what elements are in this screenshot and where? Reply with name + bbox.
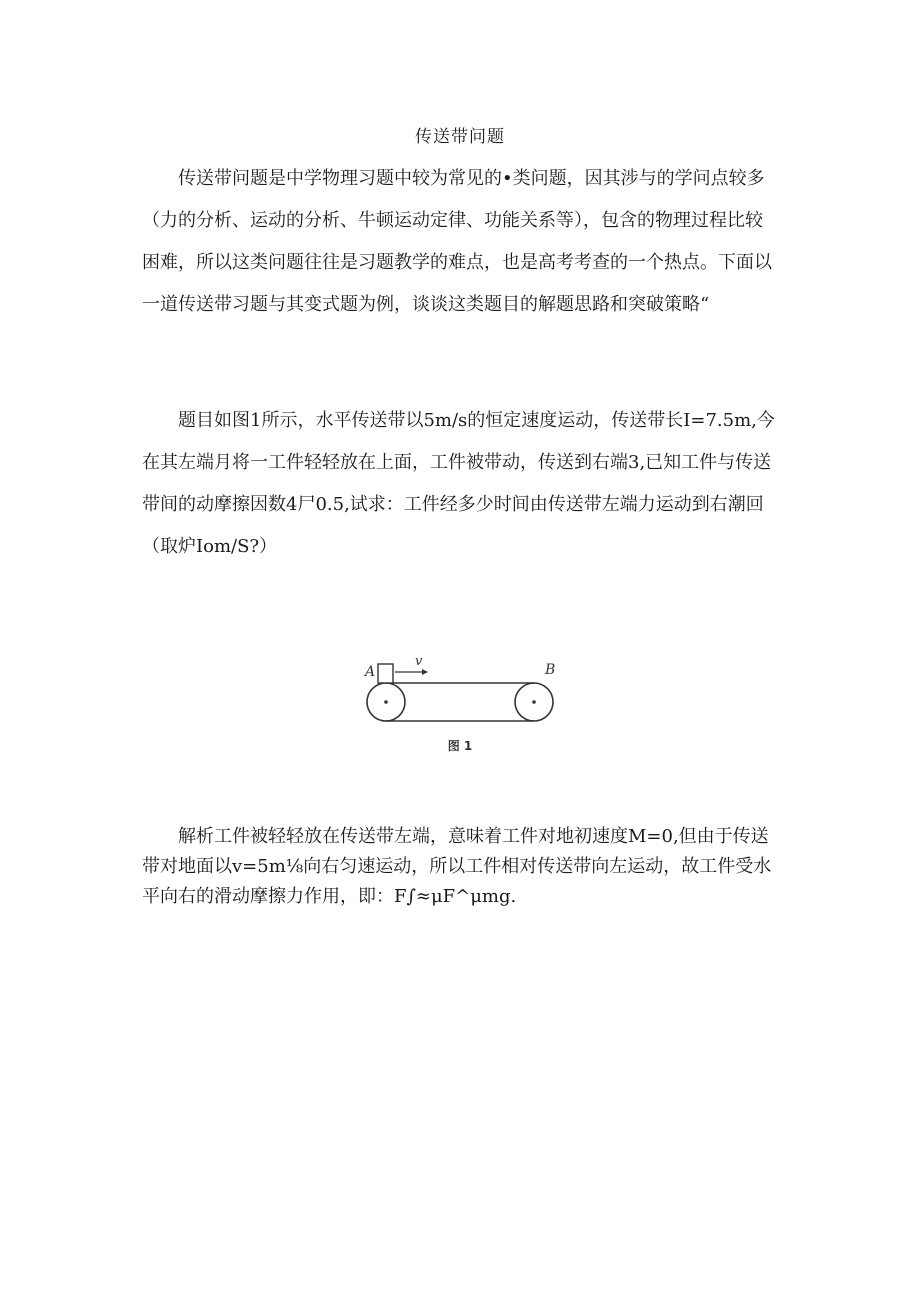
intro-line-1: 传送带问题是中学物理习题中较为常见的•类问题，因其涉与的学问点较多 bbox=[178, 168, 765, 189]
analysis-line-2: 带对地面以v=5m⅛向右匀速运动，所以工件相对传送带向左运动，故工件受水 bbox=[142, 856, 772, 877]
workpiece-block bbox=[378, 664, 393, 683]
intro-paragraph bbox=[142, 168, 788, 336]
figure-caption: 图 1 bbox=[447, 739, 473, 753]
problem-line-3: 带间的动摩擦因数4尸0.5,试求：工件经多少时间由传送带左端力运动到右潮回 bbox=[142, 494, 764, 515]
point-a-label: A bbox=[365, 664, 376, 680]
problem-line-1: 题目如图1所示，水平传送带以5m∕s的恒定速度运动，传送带长I=7.5m,今 bbox=[178, 410, 775, 431]
analysis-paragraph bbox=[142, 826, 788, 916]
left-pulley-axle bbox=[384, 700, 388, 704]
intro-line-4: 一道传送带习题与其变式题为例，谈谈这类题目的解题思路和突破策略“ bbox=[142, 294, 710, 315]
point-b-label: B bbox=[545, 662, 556, 678]
intro-line-2: （力的分析、运动的分析、牛顿运动定律、功能关系等），包含的物理过程比较 bbox=[142, 210, 763, 231]
document-title: 传送带问题 bbox=[415, 127, 505, 147]
velocity-label: v bbox=[415, 654, 423, 669]
velocity-arrowhead bbox=[422, 669, 428, 675]
analysis-line-3: 平向右的滑动摩擦力作用，即：F∫≈μF^μmg. bbox=[142, 886, 517, 907]
right-pulley-axle bbox=[532, 700, 536, 704]
problem-line-2: 在其左端月将一工件轻轻放在上面，工件被带动，传送到右端3,已知工件与传送 bbox=[142, 452, 772, 473]
analysis-line-1: 解析工件被轻轻放在传送带左端，意味着工件对地初速度M=0,但由于传送 bbox=[178, 826, 769, 847]
problem-paragraph bbox=[142, 410, 788, 578]
intro-line-3: 困难，所以这类问题往往是习题教学的难点，也是高考考查的一个热点。下面以 bbox=[142, 252, 772, 273]
problem-line-4: （取炉Iom/S?） bbox=[142, 536, 278, 557]
